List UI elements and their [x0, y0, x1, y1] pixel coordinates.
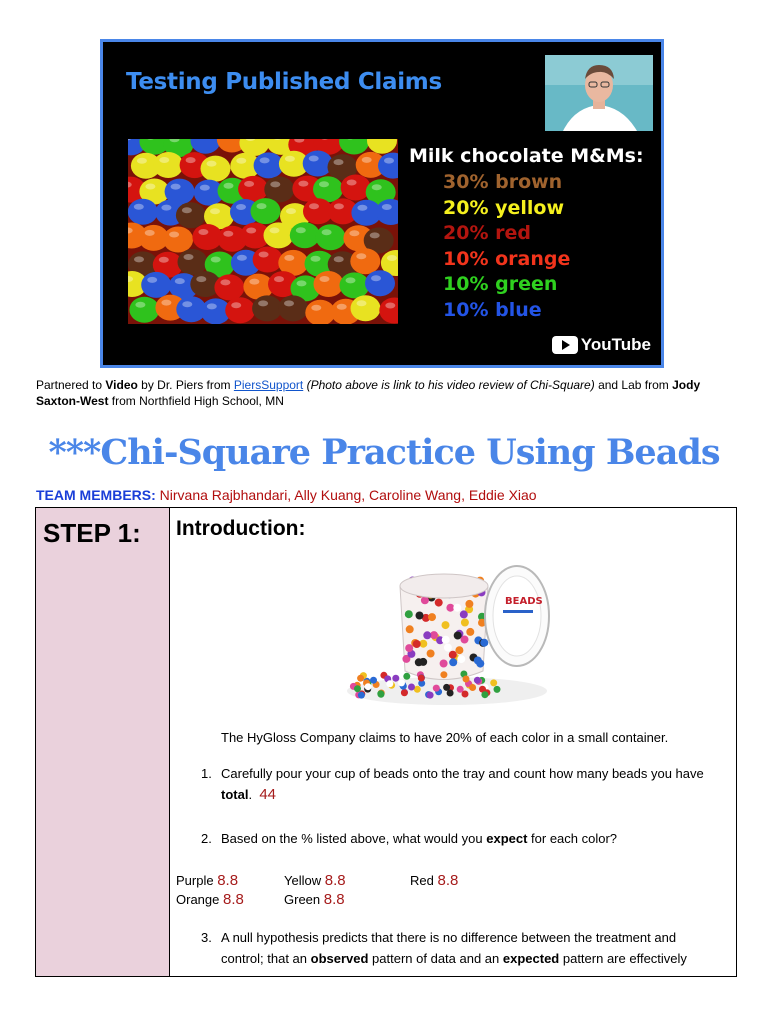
orange-expected: 8.8 — [223, 891, 244, 908]
mms-candy-image — [128, 139, 398, 324]
claim-statement: The HyGloss Company claims to have 20% of each color in a small container. — [221, 730, 669, 745]
question-text: . — [248, 787, 253, 802]
credit-line — [36, 377, 741, 409]
claim-item: 10% orange — [443, 247, 571, 270]
credit-note: (Photo above is link to his video review of Chi-Square) — [303, 378, 595, 392]
video-title: Testing Published Claims — [126, 69, 442, 95]
question-2 — [201, 828, 721, 849]
beads-container-image — [325, 546, 581, 726]
step-label-cell — [36, 508, 170, 976]
claim-item: 10% green — [443, 273, 558, 295]
question-number: 3. — [201, 930, 212, 945]
question-text: pattern of data and an — [368, 951, 503, 966]
question-bold: total — [221, 787, 249, 802]
total-answer: 44 — [259, 786, 276, 803]
question-text: pattern are effectively — [559, 951, 687, 966]
credit-video-word: Video — [105, 378, 138, 392]
question-text: Based on the % listed above, what would you — [221, 831, 487, 846]
youtube-play-icon — [552, 336, 578, 354]
claim-item: 10% blue — [443, 298, 542, 321]
credit-text: by Dr. Piers from — [137, 378, 234, 392]
team-members — [36, 487, 537, 503]
question-3 — [201, 927, 721, 969]
question-bold: expect — [486, 831, 528, 846]
team-label: TEAM MEMBERS: — [36, 487, 156, 503]
purple-label: Purple — [176, 873, 214, 888]
red-label: Red — [410, 873, 434, 888]
question-number: 2. — [201, 831, 212, 846]
claim-item: 20% yellow — [443, 196, 564, 219]
svg-text:BEADS: BEADS — [505, 596, 543, 607]
claims-list — [409, 145, 644, 323]
page-title: ***Chi-Square Practice Using Beads — [48, 432, 720, 473]
presenter-image — [545, 55, 653, 131]
expected-row-1 — [176, 872, 458, 889]
green-label: Green — [284, 892, 321, 907]
piers-support-link[interactable]: PiersSupport — [233, 378, 304, 392]
question-text: for each color? — [527, 831, 618, 846]
yellow-label: Yellow — [284, 873, 322, 888]
team-names: Nirvana Rajbhandari, Ally Kuang, Caroline Wang, Eddie Xiao — [155, 487, 537, 503]
claim-item: 30% brown — [443, 171, 563, 193]
step-label: STEP 1: — [43, 518, 141, 548]
claims-heading: Milk chocolate M&Ms: — [409, 145, 644, 167]
question-number: 1. — [201, 766, 212, 781]
question-bold: expected — [502, 951, 560, 966]
credit-text: and Lab from — [594, 378, 673, 392]
question-text: A null hypothesis predicts that there is no difference between the treatment and control; that an — [221, 930, 677, 966]
step-table — [35, 507, 737, 977]
video-thumbnail-link[interactable] — [100, 39, 664, 368]
credit-author: Jody Saxton-West — [36, 378, 701, 408]
credit-text: Partnered to — [36, 378, 106, 392]
green-expected: 8.8 — [323, 891, 345, 908]
youtube-label: YouTube — [580, 335, 651, 354]
purple-expected: 8.8 — [217, 872, 239, 889]
question-bold: observed — [310, 951, 369, 966]
step-heading: Introduction: — [176, 517, 306, 540]
step-content-cell — [170, 508, 736, 976]
credit-text: from Northfield High School, MN — [108, 394, 284, 408]
youtube-logo — [552, 335, 651, 355]
red-expected: 8.8 — [437, 872, 459, 889]
claim-item: 20% red — [443, 222, 531, 244]
yellow-expected: 8.8 — [324, 872, 346, 889]
expected-row-2 — [176, 891, 345, 908]
question-text: Carefully pour your cup of beads onto the tray and count how many beads you have — [221, 766, 704, 781]
orange-label: Orange — [176, 892, 220, 907]
question-1 — [201, 763, 721, 805]
